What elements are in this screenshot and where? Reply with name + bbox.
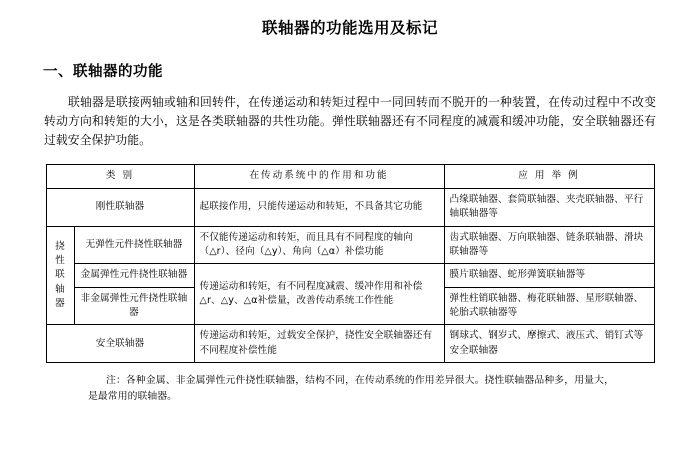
body-paragraph: 联轴器是联接两轴或轴和回转件，在传递运动和转矩过程中一同回转而不脱开的一种装置，在传动过程中不改变转动方向和转矩的大小，这是各类联轴器的共性功能。弹性联轴器还有不同程度的减震和缓冲功能，安全联轴器还有过载安全保护功能。 — [44, 95, 656, 148]
row-category: 无弹性元件挠性联轴器 — [74, 226, 194, 264]
table-row — [46, 188, 654, 226]
row-category: 安全联轴器 — [46, 325, 194, 363]
row-examples: 钢球式、钢岁式、摩擦式、液压式、销钉式等安全联轴器 — [444, 325, 654, 363]
row-category: 刚性联轴器 — [46, 188, 194, 226]
section-heading: 一、联轴器的功能 — [43, 64, 163, 80]
row-function: 不仅能传递运动和转矩，而且具有不同程度的轴向（△r）、径向（△y）、角向（△α）补偿功能 — [194, 226, 444, 264]
row-function: 传递运动和转矩，过载安全保护，挠性安全联轴器还有不同程度补偿性能 — [194, 325, 444, 363]
table-header-function: 在传动系统中的作用和功能 — [194, 165, 444, 188]
row-category: 非金属弹性元件挠性联轴器 — [74, 287, 194, 325]
table-header-category: 类 别 — [46, 165, 194, 188]
table-row — [46, 264, 654, 287]
document-page — [0, 16, 700, 470]
table-header-row — [46, 165, 654, 188]
row-examples: 弹性柱销联轴器、梅花联轴器、星形联轴器、轮胎式联轴器等 — [444, 287, 654, 325]
row-function: 传递运动和转矩，有不同程度减震、缓冲作用和补偿△r、△y、△α补偿量，改善传动系统工作性能 — [194, 264, 444, 325]
table-row — [46, 325, 654, 363]
row-category: 金属弹性元件挠性联轴器 — [74, 264, 194, 287]
row-examples: 凸缘联轴器、套筒联轴器、夹壳联轴器、平行轴联轴器等 — [444, 188, 654, 226]
table-note: 注：各种金属、非金属弹性元件挠性联轴器，结构不同，在传动系统的作用差异很大。挠性联轴器品种多，用量大，是最常用的联轴器。 — [88, 375, 614, 402]
table-header-examples: 应 用 举 例 — [444, 165, 654, 188]
table-row — [46, 226, 654, 264]
row-examples: 膜片联轴器、蛇形弹簧联轴器等 — [444, 264, 654, 287]
row-function: 起联接作用，只能传递运动和转矩，不具备其它功能 — [194, 188, 444, 226]
row-examples: 齿式联轴器、万向联轴器、链条联轴器、滑块联轴器等 — [444, 226, 654, 264]
page-title: 联轴器的功能选用及标记 — [261, 19, 438, 37]
coupling-function-table — [46, 164, 655, 363]
row-group-label: 挠 性 联 轴 器 — [46, 226, 74, 325]
